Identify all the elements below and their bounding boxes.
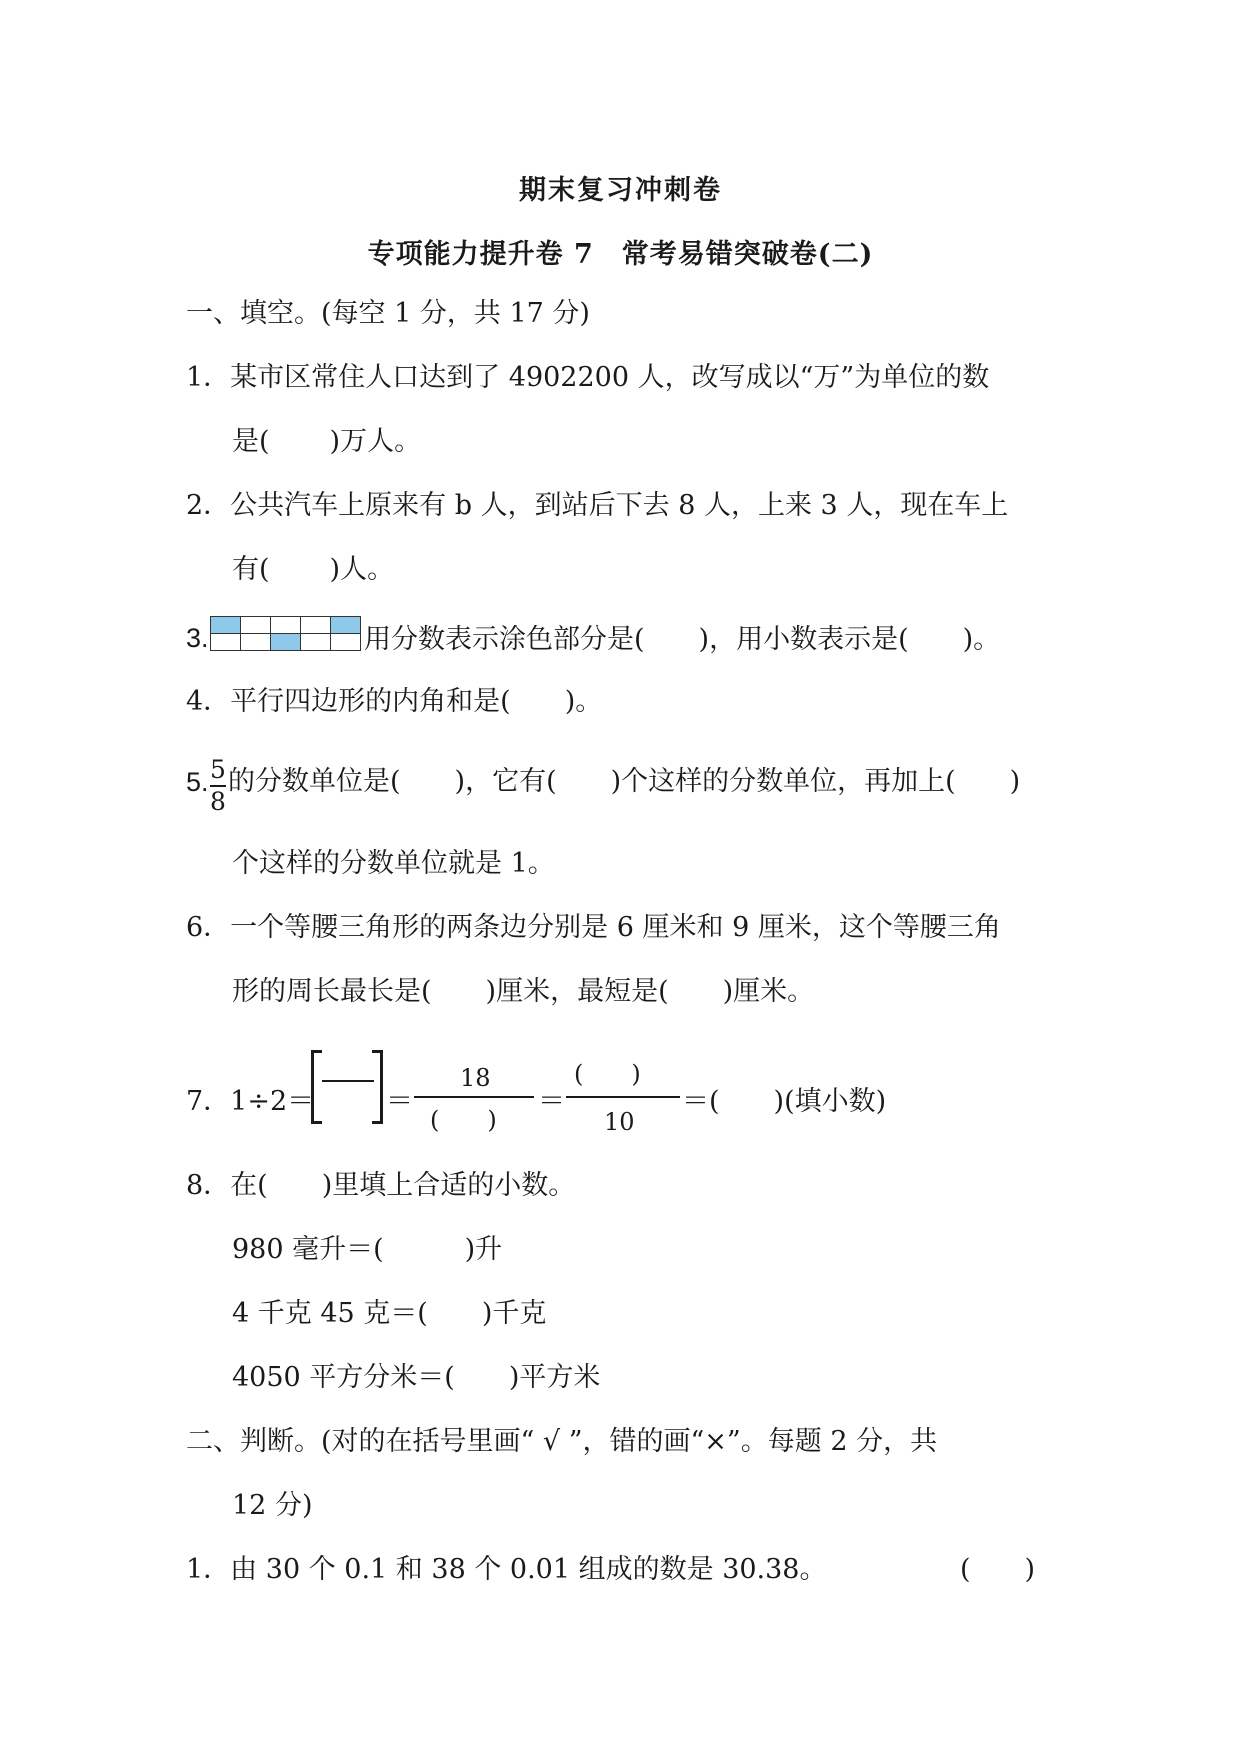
q7-frac3-bar	[566, 1096, 680, 1098]
right-bracket	[372, 1050, 383, 1124]
q7-prefix: 7．1÷2＝	[186, 1086, 315, 1117]
grid-bottom-cell-3-shaded	[271, 634, 301, 651]
q5-line1: 的分数单位是( )，它有( )个这样的分数单位，再加上( )	[228, 766, 1021, 797]
judge-q1-text: 1．由 30 个 0.1 和 38 个 0.01 组成的数是 30.38。	[186, 1554, 827, 1585]
q2-line1: 2．公共汽车上原来有 b 人，到站后下去 8 人，上来 3 人，现在车上	[186, 490, 1009, 521]
q8-item-c: 4050 平方分米＝( )平方米	[232, 1362, 601, 1393]
section1-heading: 一、填空。(每空 1 分，共 17 分)	[186, 298, 590, 329]
grid-top-cell-1-shaded	[211, 617, 241, 634]
grid-bottom-cell-4	[301, 634, 331, 651]
exam-title: 期末复习冲刺卷	[519, 175, 722, 206]
left-bracket	[311, 1050, 322, 1124]
bracket-fraction-bar[interactable]	[322, 1080, 374, 1082]
fraction-numerator: 5	[210, 755, 226, 784]
q8-item-a: 980 毫升＝( )升	[232, 1234, 503, 1265]
grid-top-cell-2	[241, 617, 271, 634]
q1-line1: 1．某市区常住人口达到了 4902200 人，改写成以“万”为单位的数	[186, 362, 990, 393]
grid-bottom-cell-2	[241, 634, 271, 651]
q6-line2: 形的周长最长是( )厘米，最短是( )厘米。	[232, 976, 815, 1007]
q7-frac2-bar	[414, 1096, 534, 1098]
q7-frac3-denominator: 10	[604, 1108, 635, 1136]
q2-line2-post: )人。	[329, 554, 395, 585]
q1-line2	[232, 424, 421, 460]
section2-heading-line1: 二、判断。(对的在括号里画“ √ ”，错的画“×”。每题 2 分，共	[186, 1426, 938, 1457]
fraction-five-eighths	[210, 756, 226, 816]
grid-top-cell-5-shaded	[331, 617, 361, 634]
q6-line1: 6．一个等腰三角形的两条边分别是 6 厘米和 9 厘米，这个等腰三角	[186, 912, 1001, 943]
q5-line2: 个这样的分数单位就是 1。	[232, 848, 555, 879]
grid-top-cell-3	[271, 617, 301, 634]
q7-frac3-numerator[interactable]: ( )	[574, 1060, 641, 1088]
q1-line2-post: )万人。	[329, 426, 422, 457]
q3-number: 3.	[186, 623, 209, 653]
grid-top-cell-4	[301, 617, 331, 634]
q7-frac2-denominator[interactable]: ( )	[430, 1106, 497, 1134]
q4-text: 4．平行四边形的内角和是( )。	[186, 686, 603, 717]
section2-heading-line2: 12 分)	[232, 1490, 313, 1521]
q7-equals-1: ＝	[386, 1086, 413, 1117]
grid-bottom-cell-5	[331, 634, 361, 651]
exam-subtitle: 专项能力提升卷 7 常考易错突破卷(二)	[367, 239, 874, 270]
fraction-denominator: 8	[210, 786, 226, 816]
q7-frac2-numerator: 18	[460, 1064, 491, 1092]
q7-suffix: ＝( )(填小数)	[682, 1086, 887, 1117]
q1-line2-pre: 是(	[232, 426, 270, 457]
shaded-grid-figure	[210, 616, 361, 651]
q2-line2	[232, 552, 394, 588]
q7-equals-2: ＝	[538, 1086, 565, 1117]
judge-q1-answer-blank[interactable]: ( )	[960, 1554, 1036, 1585]
q5-number: 5.	[186, 767, 209, 797]
q3-text: 用分数表示涂色部分是( )，用小数表示是( )。	[364, 624, 1001, 655]
q8-line1: 8．在( )里填上合适的小数。	[186, 1170, 576, 1201]
q8-item-b: 4 千克 45 克＝( )千克	[232, 1298, 547, 1329]
q2-line2-pre: 有(	[232, 554, 270, 585]
grid-bottom-cell-1	[211, 634, 241, 651]
